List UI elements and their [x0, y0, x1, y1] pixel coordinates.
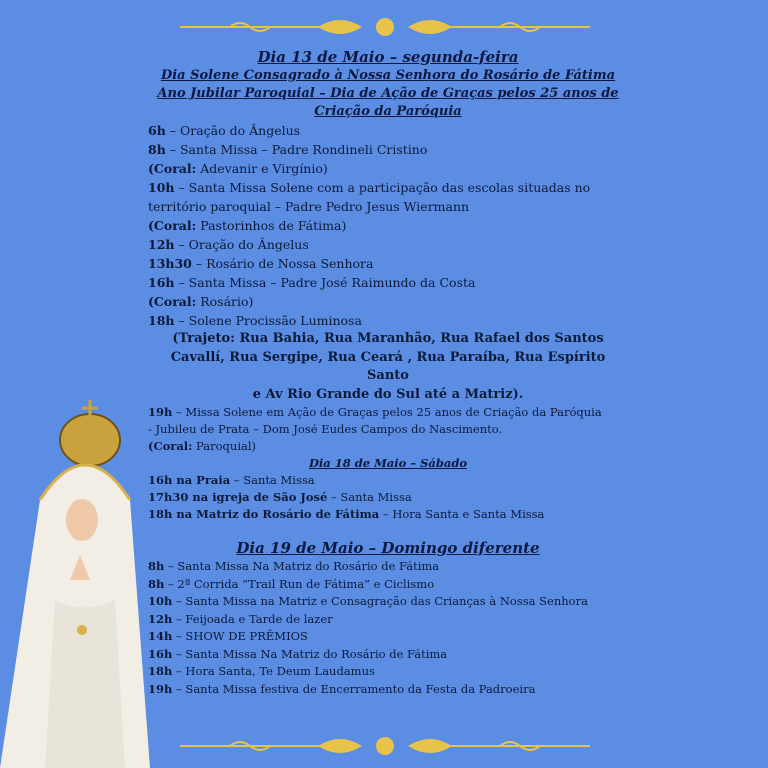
schedule-description: Adevanir e Virgínio): [196, 161, 328, 176]
schedule-description: – Santa Missa: [327, 490, 412, 504]
schedule-description: – SHOW DE PRÊMIOS: [172, 629, 308, 643]
schedule-description: – Santa Missa Na Matriz do Rosário de Fátima: [172, 646, 448, 661]
ornament-top: [170, 16, 600, 38]
schedule-item: [148, 646, 628, 664]
schedule-item: [148, 121, 628, 140]
schedule-time: 18h: [148, 313, 175, 328]
schedule-time: 19h: [148, 405, 173, 419]
day13-evening-list: [148, 404, 628, 455]
day19-list: [148, 558, 628, 698]
schedule-description: – Feijoada e Tarde de lazer: [172, 611, 333, 626]
schedule-description: – Santa Missa – Padre José Raimundo da Costa: [174, 275, 476, 290]
day13-list: [148, 121, 628, 330]
day19-title: Dia 19 de Maio – Domingo diferente: [236, 539, 540, 557]
schedule-description: Pastorinhos de Fátima): [196, 218, 347, 233]
schedule-item: [148, 663, 628, 681]
schedule-description: - Jubileu de Prata – Dom José Eudes Campos do Nascimento.: [148, 422, 503, 436]
schedule-description: território paroquial – Padre Pedro Jesus Wiermann: [148, 199, 470, 214]
schedule-content: [148, 48, 628, 698]
schedule-description: – Oração do Ângelus: [174, 237, 309, 252]
schedule-time: 19h: [148, 681, 173, 696]
schedule-time: (Coral:: [148, 218, 197, 233]
schedule-item: [148, 292, 628, 311]
schedule-item: [148, 472, 628, 489]
schedule-item: [148, 593, 628, 611]
schedule-time: 16h: [148, 646, 173, 661]
ornament-bottom: [170, 735, 600, 757]
schedule-description: – Santa Missa na Matriz e Consagração das Crianças à Nossa Senhora: [172, 594, 588, 608]
schedule-description: – Solene Procissão Luminosa: [174, 313, 362, 328]
trajeto-block: [148, 330, 628, 404]
schedule-time: (Coral:: [148, 294, 197, 309]
schedule-item: [148, 438, 628, 455]
day18-title: Dia 18 de Maio – Sábado: [308, 456, 468, 470]
schedule-description: – Santa Missa Na Matriz do Rosário de Fátima: [164, 559, 440, 573]
schedule-item: [148, 576, 628, 594]
schedule-description: Rosário): [196, 294, 254, 309]
trajeto-line: (Trajeto: Rua Bahia, Rua Maranhão, Rua Rafael dos Santos: [172, 331, 604, 346]
schedule-item: [148, 558, 628, 576]
schedule-description: – Rosário de Nossa Senhora: [191, 256, 374, 271]
schedule-item: [148, 611, 628, 629]
schedule-description: – Missa Solene em Ação de Graças pelos 25 anos de Criação da Paróquia: [172, 405, 602, 419]
schedule-description: – 2ª Corrida “Trail Run de Fátima” e Ciclismo: [164, 576, 435, 591]
schedule-description: – Santa Missa festiva de Encerramento da Festa da Padroeira: [172, 681, 536, 696]
schedule-item: [148, 140, 628, 159]
schedule-item: [148, 197, 628, 216]
schedule-description: – Santa Missa – Padre Rondineli Cristino: [165, 142, 428, 157]
schedule-description: – Hora Santa, Te Deum Laudamus: [172, 664, 375, 678]
schedule-time: 16h na Praia: [148, 473, 231, 487]
schedule-item: [148, 628, 628, 646]
our-lady-of-fatima-statue: [0, 400, 150, 768]
schedule-item: [148, 404, 628, 421]
schedule-time: (Coral:: [148, 439, 193, 453]
day18-list: [148, 472, 628, 523]
trajeto-line: e Av Rio Grande do Sul até a Matriz).: [252, 386, 524, 402]
jubilee-title-line2: Criação da Paróquia: [314, 104, 462, 119]
schedule-time: 18h na Matriz do Rosário de Fátima: [148, 507, 380, 521]
day13-date: Dia 13 de Maio – segunda-feira: [257, 48, 519, 66]
schedule-item: [148, 159, 628, 178]
schedule-time: 10h: [148, 594, 173, 608]
schedule-time: 14h: [148, 629, 173, 643]
schedule-item: [148, 273, 628, 292]
schedule-description: – Santa Missa: [230, 473, 315, 487]
schedule-description: – Santa Missa Solene com a participação das escolas situadas no: [174, 180, 591, 195]
schedule-time: 12h: [148, 237, 175, 252]
schedule-time: 13h30: [148, 256, 192, 271]
schedule-time: 17h30 na igreja de São José: [148, 490, 328, 504]
schedule-time: 8h: [148, 576, 165, 591]
schedule-item: [148, 489, 628, 506]
schedule-item: [148, 254, 628, 273]
schedule-time: 12h: [148, 611, 173, 626]
schedule-time: (Coral:: [148, 161, 197, 176]
schedule-description: Paroquial): [192, 439, 257, 453]
schedule-description: – Hora Santa e Santa Missa: [379, 507, 545, 521]
schedule-description: – Oração do Ângelus: [165, 123, 301, 138]
schedule-time: 6h: [148, 123, 166, 138]
schedule-item: [148, 235, 628, 254]
schedule-time: 8h: [148, 559, 165, 573]
schedule-item: [148, 421, 628, 438]
schedule-item: [148, 681, 628, 699]
schedule-item: [148, 178, 628, 197]
schedule-time: 16h: [148, 275, 175, 290]
schedule-time: 10h: [148, 180, 175, 195]
trajeto-line: Cavallí, Rua Sergipe, Rua Ceará , Rua Paraíba, Rua Espírito Santo: [170, 349, 606, 383]
day13-title: Dia Solene Consagrado à Nossa Senhora do Rosário de Fátima: [160, 68, 616, 83]
schedule-time: 8h: [148, 142, 166, 157]
schedule-item: [148, 311, 628, 330]
schedule-time: 18h: [148, 664, 173, 678]
schedule-item: [148, 216, 628, 235]
schedule-item: [148, 506, 628, 523]
jubilee-title-line1: Ano Jubilar Paroquial – Dia de Ação de Graças pelos 25 anos de: [157, 86, 619, 101]
